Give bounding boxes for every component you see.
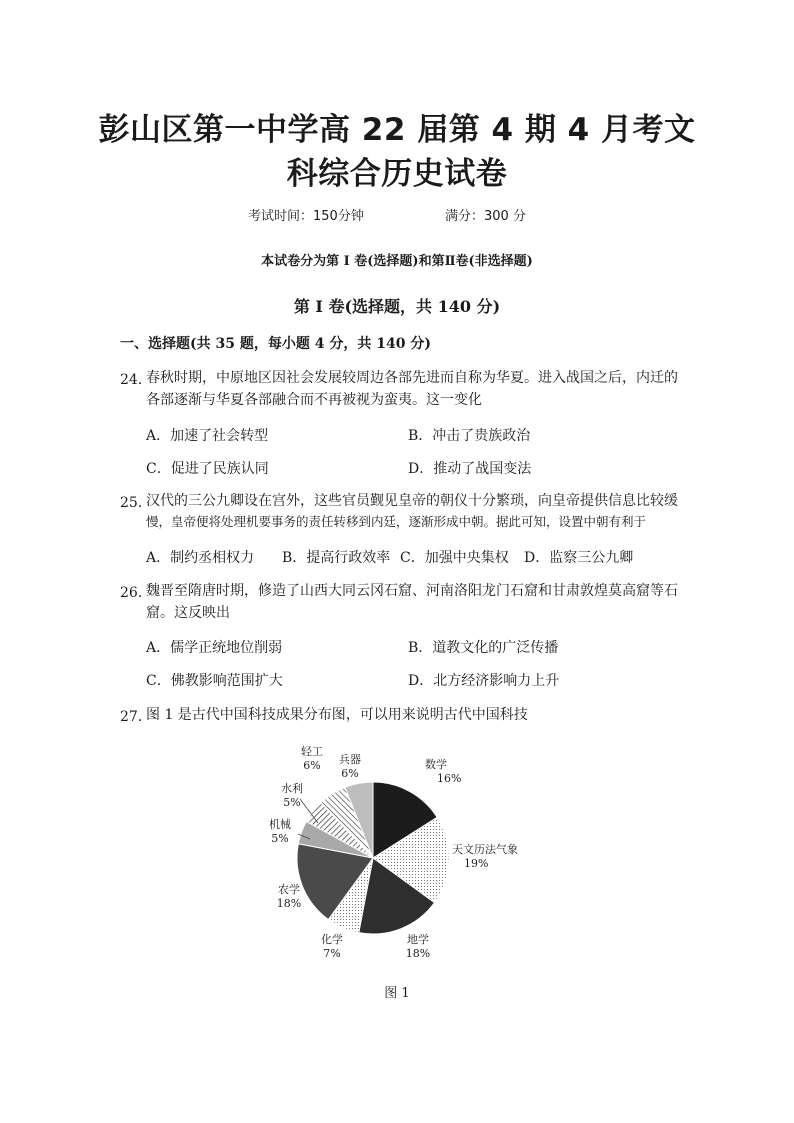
option-c[interactable]: C．加强中央集权 — [400, 550, 509, 566]
question-stem-line: 图 1 是古代中国科技成果分布图，可以用来说明古代中国科技 — [146, 707, 528, 723]
paper-title-line-2: 科综合历史试卷 — [286, 156, 508, 192]
pie-slice-label: 数学 — [425, 758, 447, 771]
pie-slice-label: 天文历法气象 — [452, 843, 518, 856]
pie-slice-percent: 18% — [405, 947, 431, 960]
section-one-heading: 一、选择题(共 35 题，每小题 4 分，共 140 分) — [120, 336, 431, 352]
pie-slice-label: 化学 — [321, 933, 343, 946]
pie-slice-label: 机械 — [269, 818, 291, 831]
pie-slice-label: 水利 — [281, 782, 303, 795]
question-stem-line: 各部逐渐与华夏各部融合而不再被视为蛮夷。这一变化 — [146, 392, 482, 408]
pie-slice-percent: 6% — [303, 759, 321, 772]
option-d[interactable]: D．监察三公九卿 — [524, 550, 634, 566]
question-number: 24． — [120, 372, 152, 388]
option-b[interactable]: B．冲击了贵族政治 — [408, 428, 531, 444]
pie-slice-percent: 6% — [341, 767, 359, 780]
question-stem-line: 魏晋至隋唐时期，修造了山西大同云冈石窟、河南洛阳龙门石窟和甘肃敦煌莫高窟等石 — [146, 583, 678, 599]
question-stem-line: 春秋时期，中原地区因社会发展较周边各部先进而自称为华夏。进入战国之后，内迁的 — [146, 370, 678, 386]
question-number: 25． — [120, 495, 152, 511]
pie-slice-label: 轻工 — [301, 745, 323, 758]
option-c[interactable]: C．佛教影响范围扩大 — [146, 673, 283, 689]
option-d[interactable]: D．推动了战国变法 — [408, 461, 532, 477]
full-score: 满分：300 分 — [445, 209, 526, 224]
pie-slice-percent: 18% — [276, 897, 302, 910]
option-b[interactable]: B．提高行政效率 — [282, 550, 391, 566]
figure-caption: 图 1 — [384, 986, 410, 1001]
question-stem-line: 慢，皇帝便将处理机要事务的责任转移到内廷，逐渐形成中朝。据此可知，设置中朝有利于 — [146, 514, 647, 529]
exam-time: 考试时间：150分钟 — [248, 209, 364, 224]
paper-title-line-1: 彭山区第一中学高 22 届第 4 期 4 月考文 — [98, 112, 696, 148]
pie-slice-percent: 19% — [464, 857, 489, 870]
part-one-heading: 第 Ⅰ 卷(选择题，共 140 分) — [293, 297, 501, 316]
option-c[interactable]: C．促进了民族认同 — [146, 461, 269, 477]
pie-slice-label: 地学 — [407, 933, 429, 946]
pie-slice-percent: 7% — [323, 947, 341, 960]
option-d[interactable]: D．北方经济影响力上升 — [408, 673, 560, 689]
question-number: 26． — [120, 585, 152, 601]
pie-slice-percent: 16% — [437, 772, 462, 785]
pie-slice-label: 兵器 — [339, 753, 361, 766]
option-a[interactable]: A．制约丞相权力 — [146, 550, 255, 566]
question-stem-line: 汉代的三公九卿设在宫外，这些官员觐见皇帝的朝仪十分繁琐，向皇帝提供信息比较缓 — [146, 493, 678, 509]
pie-slice-percent: 5% — [283, 796, 301, 809]
pie-slice-label: 农学 — [278, 883, 300, 896]
pie-slice-percent: 5% — [271, 832, 289, 845]
question-stem-line: 窟。这反映出 — [146, 605, 230, 621]
question-number: 27． — [120, 709, 152, 725]
option-a[interactable]: A．儒学正统地位削弱 — [146, 640, 283, 656]
option-b[interactable]: B．道教文化的广泛传播 — [408, 640, 559, 656]
tech-achievement-pie-chart — [0, 735, 794, 965]
option-a[interactable]: A．加速了社会转型 — [146, 428, 269, 444]
paper-intro: 本试卷分为第 Ⅰ 卷(选择题)和第Ⅱ卷(非选择题) — [261, 254, 533, 269]
